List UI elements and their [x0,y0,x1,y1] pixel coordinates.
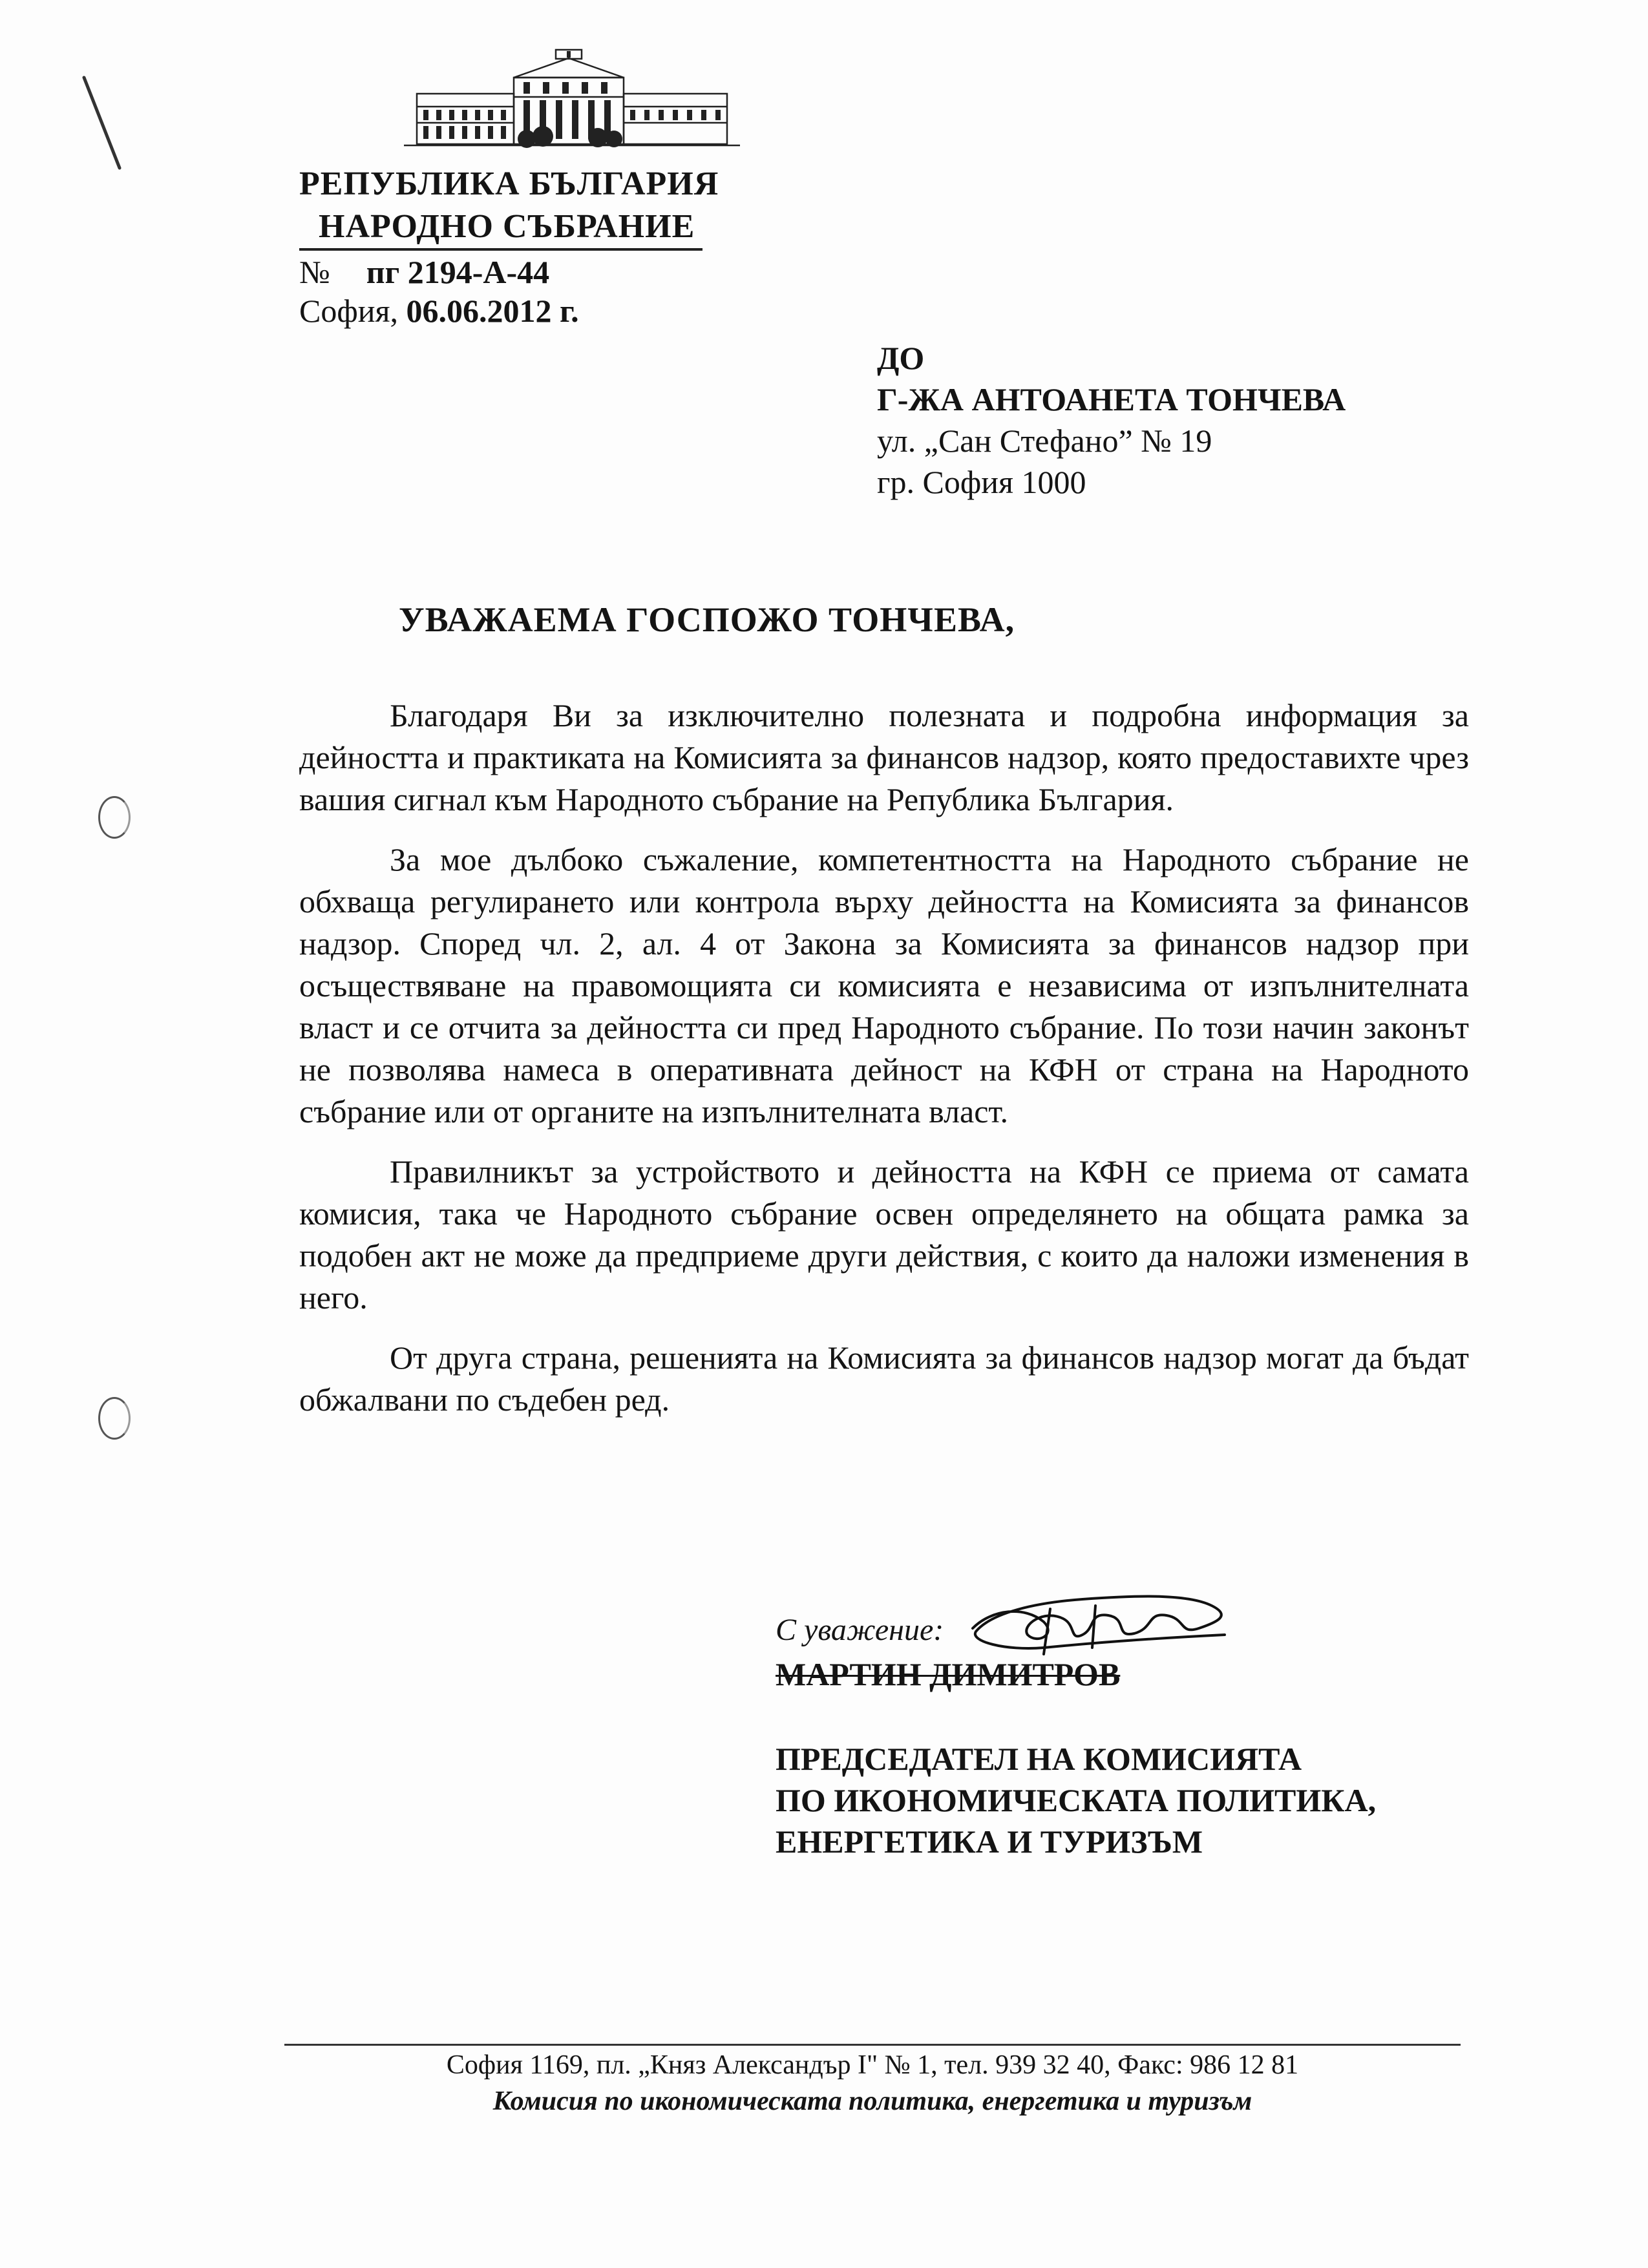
body-paragraph: Благодаря Ви за изключително полезната и подробна информация за дейността и практиката на Комисията за финансов надзор, която предоставихте чрез вашия сигнал към Народното събрание на Република България. [299,697,1469,817]
date-value: 06.06.2012 г. [406,293,579,329]
addressee-name: Г-ЖА АНТОАНЕТА ТОНЧЕВА [877,381,1346,417]
addressee-street: ул. „Сан Стефано” № 19 [877,423,1212,459]
letter-body [299,695,1469,1439]
org-title: РЕПУБЛИКА БЪЛГАРИЯ [299,165,719,202]
signer-name: МАРТИН ДИМИТРОВ [776,1656,1121,1692]
body-paragraph: Правилникът за устройството и дейността на КФН се приема от самата комисия, така че Народното събрание освен определянето на общата рамка за подобен акт не може да предприеме други действия, с които да наложи изменения в него. [299,1153,1469,1316]
reference-number [299,252,549,292]
addressee-block [877,337,1346,503]
scan-mark [78,71,129,174]
salutation: УВАЖАЕМА ГОСПОЖО ТОНЧЕВА, [399,600,1015,639]
date-prefix: София, [299,293,399,329]
punch-hole [98,796,131,839]
addressee-to: ДО [877,340,925,376]
punch-hole [98,1397,131,1440]
date-line [299,291,579,331]
footer-address: София 1169, пл. „Княз Александър I" № 1, тел. 939 32 40, Факс: 986 12 81 [446,2050,1299,2080]
closing: С уважение: [776,1613,944,1647]
org-subtitle: НАРОДНО СЪБРАНИЕ [299,205,703,251]
footer-divider [284,2044,1461,2046]
body-paragraph: От друга страна, решенията на Комисията за финансов надзор могат да бъдат обжалвани по съдебен ред. [299,1339,1469,1418]
signer-title-line: ПРЕДСЕДАТЕЛ НА КОМИСИЯТА [776,1741,1302,1777]
handwritten-signature [966,1583,1238,1667]
parliament-building-icon [404,48,740,152]
signer-title-line: ЕНЕРГЕТИКА И ТУРИЗЪМ [776,1823,1203,1860]
number-symbol: № [299,254,330,290]
body-paragraph: За мое дълбоко съжаление, компетентността на Народното събрание не обхваща регулирането или контрола върху дейността на Комисията за финансов надзор. Според чл. 2, ал. 4 от Закона за Комисията за финансов надзор при осъществяване на правомощията си комисията е независима от изпълнителната власт и се отчита за дейността си пред Народното събрание. По този начин законът не позволява намеса в оперативната дейност на КФН от страна на Народното събрание или от органите на изпълнителната власт. [299,841,1469,1129]
reference-value: пг 2194-А-44 [366,254,550,290]
signer-title [776,1738,1376,1862]
signer-title-line: ПО ИКОНОМИЧЕСКАТА ПОЛИТИКА, [776,1782,1377,1818]
footer-committee: Комисия по икономическата политика, енергетика и туризъм [492,2086,1252,2116]
addressee-city: гр. София 1000 [877,464,1086,500]
